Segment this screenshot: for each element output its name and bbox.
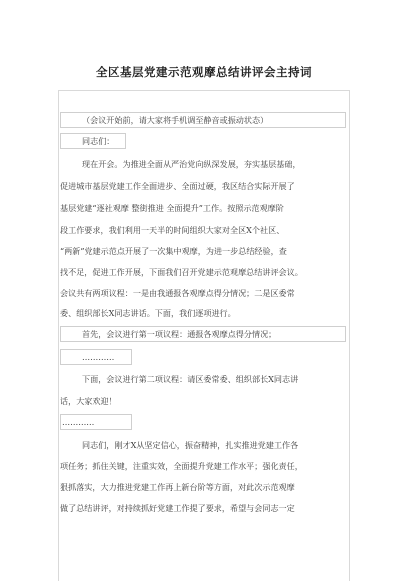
text-line-19: 做了总结讲评，对持续抓好党建工作提了要求，希望与会同志一定 — [60, 503, 295, 513]
text-line-17: 项任务；抓住关键，注重实效，全面提升党建工作水平；强化责任， — [60, 461, 303, 471]
text-line-15: ………… — [62, 417, 95, 427]
text-line-12: ………… — [82, 352, 115, 362]
text-line-6: 段工作要求，我们利用一天半的时间组织大家对全区X个社区、 — [60, 225, 285, 235]
text-line-8: 找不足，促进工作开展，下面我们召开党建示范观摩总结讲评会议。 — [60, 267, 303, 277]
text-line-14: 话，大家欢迎！ — [60, 396, 117, 406]
text-line-11: 首先，会议进行第一项议程：通报各观摩点得分情况； — [82, 329, 277, 339]
document-title: 全区基层党建示范观摩总结讲评会主持词 — [96, 65, 312, 79]
text-line-3: 现在开会。为推进全面从严治党向纵深发展，夯实基层基础， — [82, 159, 301, 169]
text-line-13: 下面，会议进行第二项议程：请区委常委、组织部长X同志讲 — [82, 374, 299, 384]
text-line-9: 会议共有两项议程：一是由我通报各观摩点得分情况；二是区委常 — [60, 288, 295, 298]
text-line-10: 委、组织部长X同志讲话。下面，我们逐项进行。 — [60, 308, 236, 318]
text-line-1: （会议开始前，请大家将手机调至静音或振动状态） — [82, 115, 269, 125]
text-line-5: 基层党建“逐社观摩 整街推进 全面提升”工作。按照示范观摩阶 — [60, 203, 284, 213]
text-line-7: “两新”党建示范点开展了一次集中观摩，为进一步总结经验，查 — [60, 246, 287, 256]
text-line-16: 同志们，刚才X从坚定信心，振奋精神，扎实推进党建工作各 — [82, 440, 299, 450]
text-line-4: 促进城市基层党建工作全面进步、全面过硬，我区结合实际开展了 — [60, 181, 295, 191]
text-line-2: 同志们： — [82, 136, 115, 146]
text-line-18: 狠抓落实，大力推进党建工作再上新台阶等方面，对此次示范观摩 — [60, 482, 295, 492]
